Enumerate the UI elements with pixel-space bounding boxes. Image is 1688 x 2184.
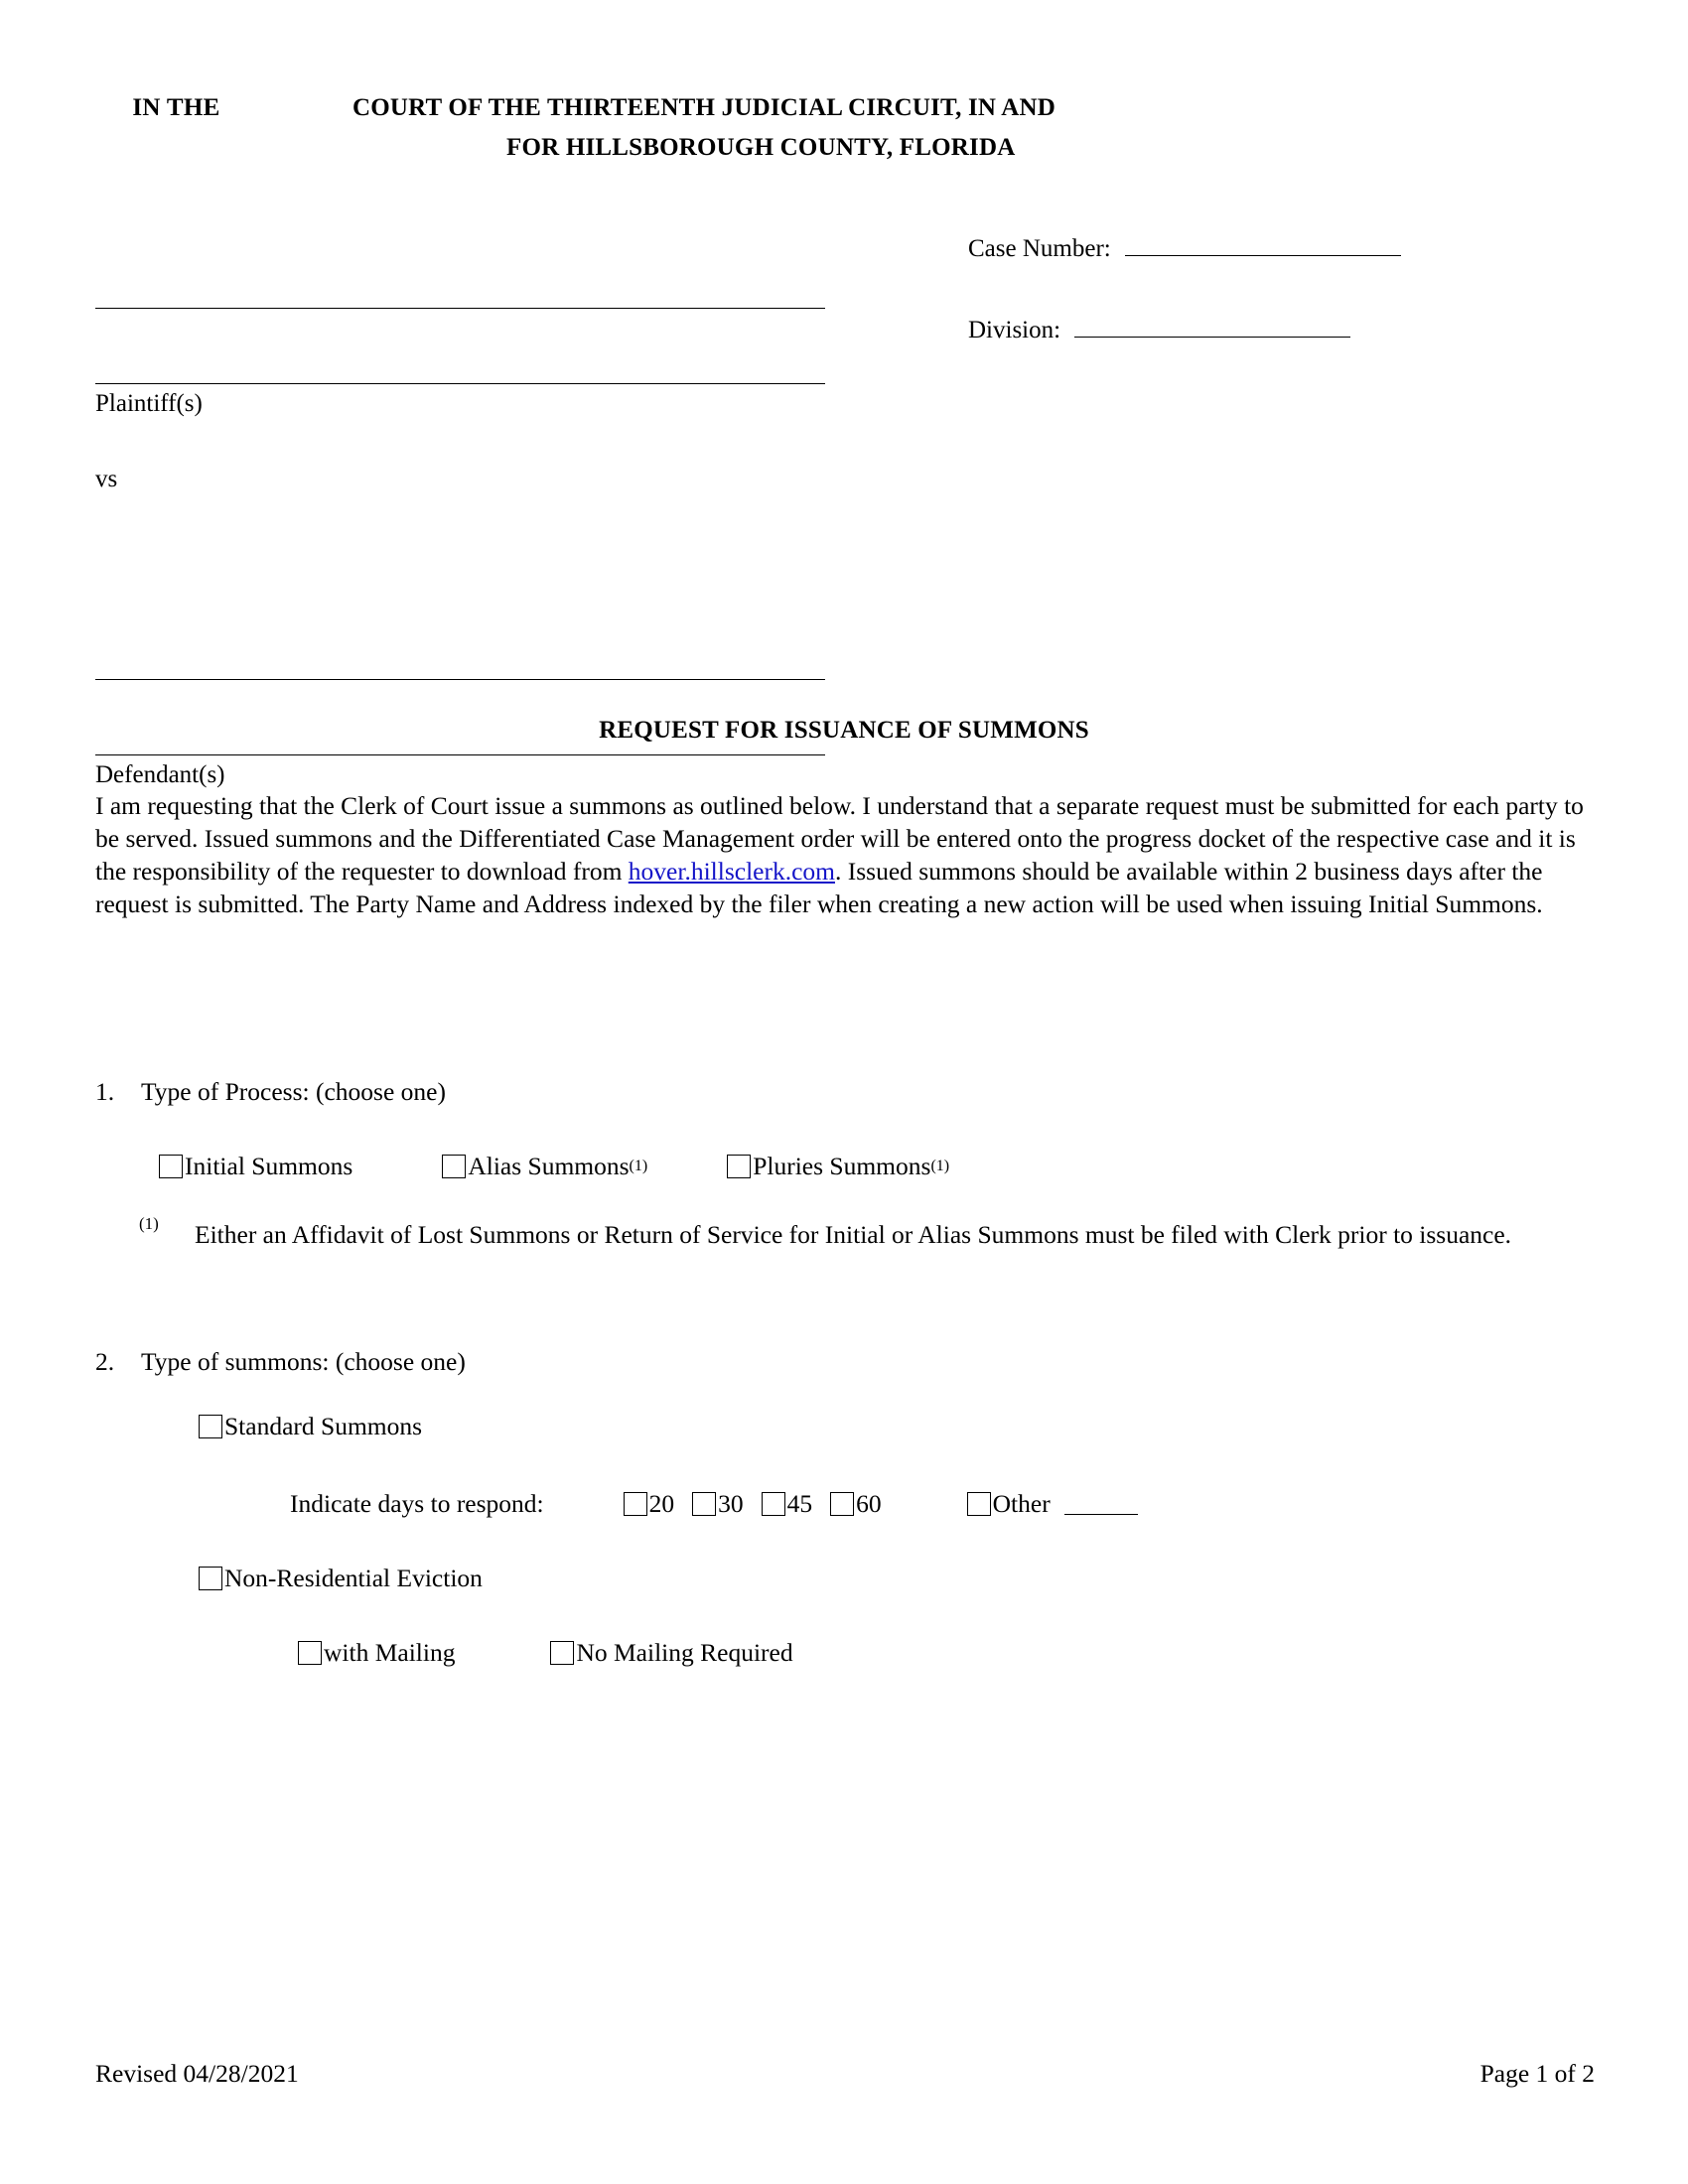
checkbox-pluries-summons[interactable] [727,1152,949,1181]
footnote-marker: (1) [139,1214,159,1233]
checkbox-label: Non-Residential Eviction [224,1564,483,1592]
mailing-options-row [298,1638,793,1668]
checkbox-icon[interactable] [830,1492,854,1516]
days-to-respond-label: Indicate days to respond: [290,1489,544,1518]
checkbox-label: Other [992,1489,1051,1518]
case-number-input[interactable] [1125,233,1401,256]
page-title: REQUEST FOR ISSUANCE OF SUMMONS [599,717,1089,744]
revision-date: Revised 04/28/2021 [95,2059,299,2088]
checkbox-label: Pluries Summons [753,1152,931,1180]
section-2-label: Type of summons: (choose one) [141,1347,466,1376]
checkbox-days-20[interactable] [624,1489,675,1519]
process-type-options [159,1152,949,1181]
page-footer [95,2059,1595,2089]
intro-paragraph-part-1: I am requesting that the Clerk of Court issue a summons as outlined below. I understand that a separate request must be submitted for each party to be served. Issued summons and the Differentiated Case Management order will be entered onto the progress docket of the respective case and it is the responsibility of the requester to download from [95,791,1584,887]
checkbox-icon[interactable] [298,1641,322,1665]
checkbox-label: No Mailing Required [576,1638,793,1667]
other-days-input[interactable] [1064,1494,1138,1515]
plaintiff-line-2[interactable] [95,309,830,384]
footnote-text: Either an Affidavit of Lost Summons or Return of Service for Initial or Alias Summons must be filed with Clerk prior to issuance. [195,1220,1512,1249]
checkbox-label: Initial Summons [185,1152,353,1180]
intro-paragraph-part-2: . Issued summons should be available within 2 business days after the request is submitted. The Party Name and Address indexed by the filer when creating a new action will be used when issuing Initial Summons. [95,857,1543,919]
checkbox-days-45[interactable] [762,1489,813,1519]
checkbox-with-mailing[interactable] [298,1638,455,1668]
checkbox-initial-summons[interactable] [159,1152,352,1181]
checkbox-label: 30 [718,1489,744,1518]
division-label: Division: [968,317,1061,343]
checkbox-icon[interactable] [550,1641,574,1665]
checkbox-standard-summons[interactable] [199,1412,422,1441]
caption-case-info [968,233,1584,396]
division-row [968,315,1584,344]
checkbox-icon[interactable] [624,1492,647,1516]
checkbox-icon[interactable] [967,1492,991,1516]
defendant-line-1[interactable] [95,605,830,680]
section-1-number: 1. [95,1077,115,1106]
court-title-line-2: FOR HILLSBOROUGH COUNTY, FLORIDA [506,134,1016,161]
intro-paragraph [95,789,1595,921]
case-number-label: Case Number: [968,235,1111,262]
checkbox-days-other[interactable] [967,1489,1138,1519]
court-header [0,94,1688,162]
checkbox-alias-summons[interactable] [442,1152,647,1181]
in-the-label: IN THE [132,94,220,121]
caption-parties [95,233,830,789]
rule-line [95,383,825,384]
checkbox-icon[interactable] [727,1155,751,1178]
checkbox-no-mailing-required[interactable] [550,1638,792,1668]
checkbox-icon[interactable] [159,1155,183,1178]
section-1-label: Type of Process: (choose one) [141,1077,446,1106]
page-number: Page 1 of 2 [1479,2059,1595,2088]
checkbox-label: 45 [786,1489,813,1518]
checkbox-days-30[interactable] [692,1489,744,1519]
vs-label: vs [95,466,118,492]
checkbox-non-residential-eviction[interactable] [199,1564,483,1593]
checkbox-icon[interactable] [442,1155,466,1178]
checkbox-icon[interactable] [692,1492,716,1516]
section-2-heading [95,1347,466,1377]
checkbox-label: Standard Summons [224,1412,423,1440]
checkbox-icon[interactable] [762,1492,785,1516]
court-title-line-1: COURT OF THE THIRTEENTH JUDICIAL CIRCUIT, IN AND [352,94,1055,121]
checkbox-label: 60 [856,1489,882,1518]
rule-line [95,754,825,755]
section-1-footnote [139,1214,1599,1252]
footnote-marker: (1) [930,1158,950,1174]
hillsclerk-link[interactable]: hover.hillsclerk.com [628,857,835,887]
section-1-heading [95,1077,446,1107]
checkbox-days-60[interactable] [830,1489,882,1519]
plaintiff-line-1[interactable] [95,233,830,309]
court-header-row-1 [0,94,1688,122]
caption-spacer [95,493,830,605]
case-number-row [968,233,1584,263]
defendant-label: Defendant(s) [95,761,225,788]
checkbox-icon[interactable] [199,1415,222,1438]
checkbox-label: Alias Summons [468,1152,630,1180]
checkbox-label: 20 [648,1489,675,1518]
footnote-marker: (1) [629,1158,648,1174]
checkbox-label: with Mailing [324,1638,456,1667]
section-2-number: 2. [95,1347,115,1376]
checkbox-icon[interactable] [199,1567,222,1590]
days-to-respond-row [290,1489,1138,1519]
plaintiff-label: Plaintiff(s) [95,390,203,417]
division-input[interactable] [1074,315,1350,338]
